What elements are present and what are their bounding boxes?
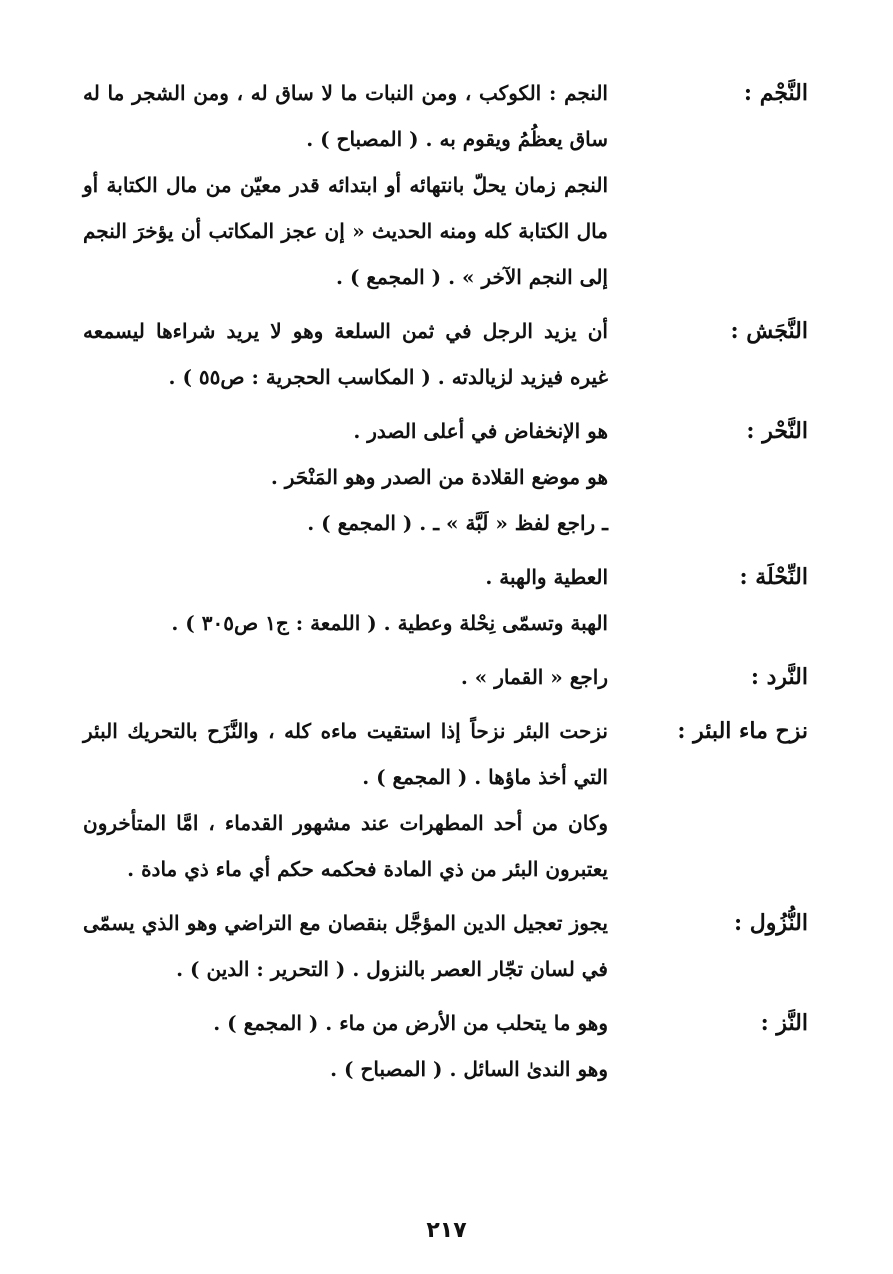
definition-text: أن يزيد الرجل في ثمن السلعة وهو لا يريد شراءها ليسمعه غيره فيزيد لزيالدته . ( المكاسب الحجرية : ص٥٥ ) . bbox=[83, 319, 608, 389]
definition-text: وهو الندىٰ السائل . ( المصباح ) . bbox=[330, 1057, 608, 1081]
entry-term: النَّحْر : bbox=[746, 418, 808, 444]
entry-definitions bbox=[83, 654, 608, 700]
definition-text: هو الإنخفاض في أعلى الصدر . bbox=[353, 419, 608, 443]
entry-definitions bbox=[83, 70, 608, 300]
entry-term: النَّجْم : bbox=[743, 80, 808, 106]
entry-term: النُّزُول : bbox=[734, 910, 808, 936]
entry-term: نزح ماء البئر : bbox=[677, 718, 808, 744]
definition-text: النجم : الكوكب ، ومن النبات ما لا ساق له ، ومن الشجر ما له ساق يعظُمُ ويقوم به . ( المصباح ) . bbox=[83, 81, 608, 151]
entry-nuzul bbox=[83, 900, 808, 992]
entry-definitions bbox=[83, 1000, 608, 1092]
definition-text: النجم زمان يحلّ بانتهائه أو ابتدائه قدر معيّن من مال الكتابة أو مال الكتابة كله ومنه الحديث « إن عجز المكاتب أن يؤخرَ النجم إلى النجم الآخر » . ( المجمع ) . bbox=[83, 173, 608, 289]
entry-najash bbox=[83, 308, 808, 400]
definition-text: وهو ما يتحلب من الأرض من ماء . ( المجمع ) . bbox=[213, 1011, 608, 1035]
entry-definitions bbox=[83, 900, 608, 992]
entry-definitions bbox=[83, 554, 608, 646]
entry-definitions bbox=[83, 408, 608, 546]
definition-text: هو موضع القلادة من الصدر وهو المَنْحَر . bbox=[270, 465, 608, 489]
definition-text: راجع « القمار » . bbox=[460, 665, 608, 689]
entry-definitions bbox=[83, 708, 608, 892]
entry-term: النِّحْلَة : bbox=[739, 564, 808, 590]
definition-text: العطية والهبة . bbox=[485, 565, 608, 589]
entry-term: النَّز : bbox=[760, 1010, 808, 1036]
entry-definitions bbox=[83, 308, 608, 400]
entry-naz bbox=[83, 1000, 808, 1092]
definition-text: الهبة وتسمّى نِحْلة وعطية . ( اللمعة : ج١ ص٣٠٥ ) . bbox=[171, 611, 608, 635]
entry-nahr bbox=[83, 408, 808, 546]
dictionary-page bbox=[83, 70, 808, 1100]
entry-term: النَّرد : bbox=[750, 664, 808, 690]
definition-text: ـ راجع لفظ « لَبَّة » ـ . ( المجمع ) . bbox=[307, 511, 608, 535]
entry-nihla bbox=[83, 554, 808, 646]
entry-najm bbox=[83, 70, 808, 300]
definition-text: يجوز تعجيل الدين المؤجَّل بنقصان مع التراضي وهو الذي يسمّى في لسان تجّار العصر بالنزول . ( التحرير : الدين ) . bbox=[83, 911, 608, 981]
entry-nard bbox=[83, 654, 808, 700]
definition-text: وكان من أحد المطهرات عند مشهور القدماء ، امَّا المتأخرون يعتبرون البئر من ذي المادة فحكمه حكم أي ماء ذي مادة . bbox=[83, 811, 608, 881]
entry-term: النَّجَش : bbox=[730, 318, 808, 344]
page-number: ٢١٧ bbox=[426, 1218, 467, 1243]
entry-nazh-maa-albir bbox=[83, 708, 808, 892]
definition-text: نزحت البئر نزحاً إذا استقيت ماءه كله ، والنَّزَح بالتحريك البئر التي أخذ ماؤها . ( المجمع ) . bbox=[83, 719, 608, 789]
